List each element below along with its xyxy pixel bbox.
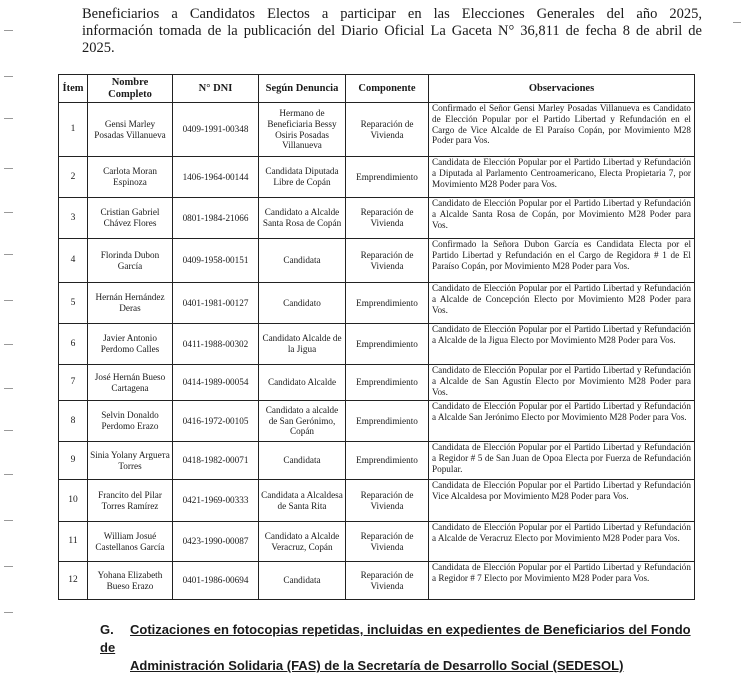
cell-dni: 0421-1969-00333 <box>173 480 259 522</box>
cell-item: 9 <box>59 442 88 480</box>
table-row <box>59 283 695 324</box>
cell-denuncia: Candidata <box>259 562 346 600</box>
cell-item: 3 <box>59 198 88 239</box>
cell-denuncia: Candidata a Alcaldesa de Santa Rita <box>259 480 346 522</box>
table-row <box>59 198 695 239</box>
table-header-row <box>59 75 695 103</box>
table-row <box>59 324 695 365</box>
cell-nombre: José Hernán Bueso Cartagena <box>88 365 173 401</box>
cell-dni: 0409-1991-00348 <box>173 103 259 157</box>
table-row <box>59 562 695 600</box>
section-letter: G. <box>100 622 114 637</box>
header-observaciones: Observaciones <box>429 75 695 103</box>
table-row <box>59 522 695 562</box>
cell-nombre: William Josué Castellanos García <box>88 522 173 562</box>
intro-line-2: información tomada de la publicación del Diario Oficial La Gaceta N° 36,811 de fecha 8 de abril de <box>82 23 702 39</box>
table-row <box>59 365 695 401</box>
cell-dni: 0423-1990-00087 <box>173 522 259 562</box>
cell-observaciones: Candidato de Elección Popular por el Partido Libertad y Refundación a Alcalde Santa Rosa de Copán, por Movimiento M28 Poder para Vos. <box>429 198 695 239</box>
cell-item: 12 <box>59 562 88 600</box>
cell-componente: Reparación de Vivienda <box>346 480 429 522</box>
cell-nombre: Carlota Moran Espinoza <box>88 157 173 198</box>
cell-dni: 0416-1972-00105 <box>173 401 259 442</box>
cell-componente: Reparación de Vivienda <box>346 103 429 157</box>
cell-denuncia: Candidato a alcalde de San Gerónimo, Copán <box>259 401 346 442</box>
intro-paragraph <box>82 6 702 57</box>
cell-observaciones: Candidata de Elección Popular por el Partido Libertad y Refundación a Regidor # 7 Electo por Movimiento M28 Poder para Vos. <box>429 562 695 600</box>
cell-dni: 0414-1989-00054 <box>173 365 259 401</box>
table-row <box>59 442 695 480</box>
cell-nombre: Selvin Donaldo Perdomo Erazo <box>88 401 173 442</box>
cell-componente: Reparación de Vivienda <box>346 239 429 283</box>
header-denuncia: Según Denuncia <box>259 75 346 103</box>
section-g-heading <box>100 621 700 675</box>
cell-observaciones: Candidata de Elección Popular por el Partido Libertad y Refundación a Regidor # 5 de San Juan de Opoa Electa por Fuerza de Refundación Popular. <box>429 442 695 480</box>
cell-item: 6 <box>59 324 88 365</box>
cell-componente: Emprendimiento <box>346 157 429 198</box>
cell-observaciones: Confirmado la Señora Dubon García es Candidata Electa por el Partido Libertad y Refundación en el Cargo de Regidora # 1 de El Paraíso Copán, por Movimiento M28 Poder para Vos. <box>429 239 695 283</box>
cell-dni: 1406-1964-00144 <box>173 157 259 198</box>
cell-dni: 0401-1986-00694 <box>173 562 259 600</box>
cell-componente: Emprendimiento <box>346 283 429 324</box>
cell-observaciones: Confirmado el Señor Gensi Marley Posadas Villanueva es Candidato de Elección Popular por el Partido Libertad y Refundación en el Cargo de Vice Alcalde de El Paraíso Copán, por Movimiento M28 Poder para Vos. <box>429 103 695 157</box>
cell-dni: 0411-1988-00302 <box>173 324 259 365</box>
beneficiaries-table <box>58 74 695 600</box>
cell-denuncia: Candidato <box>259 283 346 324</box>
cell-nombre: Javier Antonio Perdomo Calles <box>88 324 173 365</box>
intro-line-3: 2025. <box>82 40 115 56</box>
table-row <box>59 157 695 198</box>
cell-denuncia: Candidato Alcalde <box>259 365 346 401</box>
cell-observaciones: Candidato de Elección Popular por el Partido Libertad y Refundación a Alcalde de la Jigua Electo por Movimiento M28 Poder para Vos. <box>429 324 695 365</box>
cell-componente: Reparación de Vivienda <box>346 562 429 600</box>
cell-nombre: Hernán Hernández Deras <box>88 283 173 324</box>
cell-item: 1 <box>59 103 88 157</box>
table-row <box>59 480 695 522</box>
cell-denuncia: Candidata <box>259 442 346 480</box>
cell-item: 4 <box>59 239 88 283</box>
cell-item: 8 <box>59 401 88 442</box>
cell-denuncia: Candidato Alcalde de la Jigua <box>259 324 346 365</box>
cell-observaciones: Candidata de Elección Popular por el Partido Libertad y Refundación Vice Alcaldesa por Movimiento M28 Poder para Vos. <box>429 480 695 522</box>
cell-dni: 0418-1982-00071 <box>173 442 259 480</box>
cell-nombre: Sinia Yolany Arguета Torres <box>88 442 173 480</box>
cell-nombre: Cristian Gabriel Chávez Flores <box>88 198 173 239</box>
header-nombre: Nombre Completo <box>88 75 173 103</box>
cell-observaciones: Candidato de Elección Popular por el Partido Libertad y Refundación a Alcalde de San Agustín Electo por Movimiento M28 Poder para Vos. <box>429 365 695 401</box>
cell-dni: 0409-1958-00151 <box>173 239 259 283</box>
cell-nombre: Gensi Marley Posadas Villanueva <box>88 103 173 157</box>
cell-item: 7 <box>59 365 88 401</box>
header-componente: Componente <box>346 75 429 103</box>
intro-line-1: Beneficiarios a Candidatos Electos a participar en las Elecciones Generales del año 2025, <box>82 6 702 22</box>
cell-dni: 0801-1984-21066 <box>173 198 259 239</box>
cell-componente: Reparación de Vivienda <box>346 198 429 239</box>
cell-nombre: Francito del Pilar Torres Ramírez <box>88 480 173 522</box>
table-row <box>59 239 695 283</box>
cell-nombre: Florinda Dubon García <box>88 239 173 283</box>
section-title-line-1: Cotizaciones en fotocopias repetidas, incluidas en expedientes de Beneficiarios del Fondo de <box>100 622 691 655</box>
cell-item: 5 <box>59 283 88 324</box>
cell-dni: 0401-1981-00127 <box>173 283 259 324</box>
cell-observaciones: Candidato de Elección Popular por el Partido Libertad y Refundación a Alcalde de Veracruz Electo por Movimiento M28 Poder para Vos. <box>429 522 695 562</box>
cell-item: 11 <box>59 522 88 562</box>
cell-denuncia: Candidata <box>259 239 346 283</box>
cell-item: 2 <box>59 157 88 198</box>
cell-denuncia: Candidato a Alcalde Veracruz, Copán <box>259 522 346 562</box>
left-margin-marks <box>0 0 20 668</box>
cell-componente: Reparación de Vivienda <box>346 522 429 562</box>
cell-item: 10 <box>59 480 88 522</box>
header-item: Ítem <box>59 75 88 103</box>
cell-componente: Emprendimiento <box>346 401 429 442</box>
cell-observaciones: Candidato de Elección Popular por el Partido Libertad y Refundación a Alcalde de Concepción Electo por Movimiento M28 Poder para Vos. <box>429 283 695 324</box>
cell-denuncia: Hermano de Beneficiaria Bessy Osiris Posadas Villanueva <box>259 103 346 157</box>
cell-observaciones: Candidato de Elección Popular por el Partido Libertad y Refundación a Alcalde San Jerónimo Electo por Movimiento M28 Poder para Vos. <box>429 401 695 442</box>
cell-denuncia: Candidato a Alcalde Santa Rosa de Copán <box>259 198 346 239</box>
cell-observaciones: Candidata de Elección Popular por el Partido Libertad y Refundación a Diputada al Parlamento Centroamericano, Electa Propietaria 7, por Movimiento M28 Poder para Vos. <box>429 157 695 198</box>
cell-componente: Emprendimiento <box>346 442 429 480</box>
table-row <box>59 103 695 157</box>
section-title-line-2: Administración Solidaria (FAS) de la Secretaría de Desarrollo Social (SEDESOL) <box>130 658 624 673</box>
cell-denuncia: Candidata Diputada Libre de Copán <box>259 157 346 198</box>
header-dni: N° DNI <box>173 75 259 103</box>
cell-componente: Emprendimiento <box>346 324 429 365</box>
right-margin-mark <box>733 22 741 23</box>
table-row <box>59 401 695 442</box>
cell-nombre: Yohana Elizabeth Bueso Erazo <box>88 562 173 600</box>
cell-componente: Emprendimiento <box>346 365 429 401</box>
